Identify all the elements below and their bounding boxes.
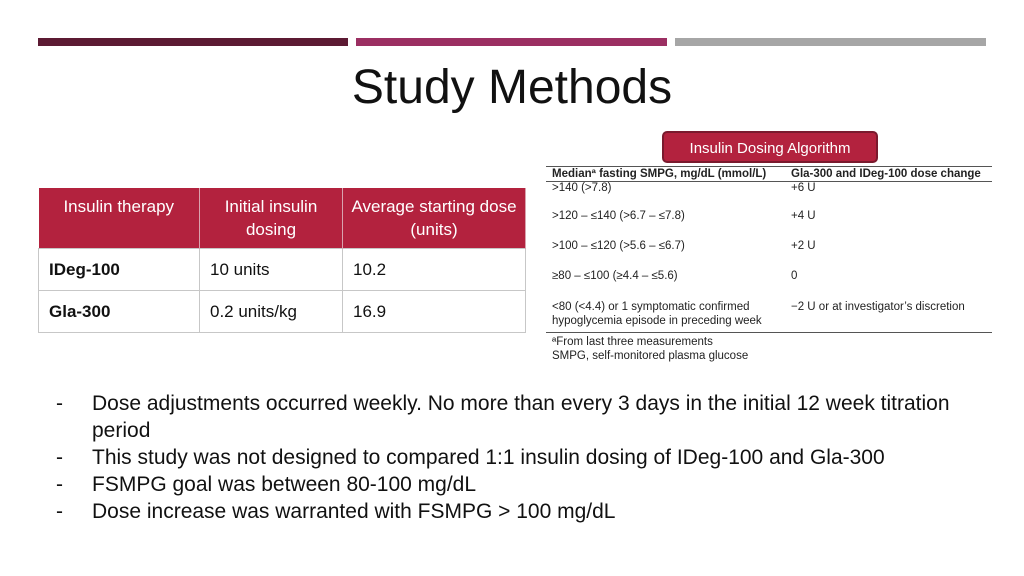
bullet-dash: - xyxy=(56,446,63,469)
bullet-dash: - xyxy=(56,473,63,496)
algorithm-row xyxy=(546,240,992,270)
table-cell: 10 units xyxy=(200,249,343,291)
list-item-text: FSMPG goal was between 80-100 mg/dL xyxy=(92,473,477,496)
accent-bar-magenta xyxy=(356,38,667,46)
insulin-therapy-table xyxy=(38,188,526,333)
algorithm-row xyxy=(546,270,992,300)
slide-title: Study Methods xyxy=(351,61,673,114)
algorithm-cell: >140 (>7.8) xyxy=(552,182,612,194)
table-header-row xyxy=(39,188,526,249)
list-item-text: Dose adjustments occurred weekly. No more than every 3 days in the initial 12 week titration period xyxy=(92,392,950,442)
bullet-list xyxy=(56,390,976,525)
algorithm-cell: 0 xyxy=(791,270,798,282)
algorithm-row xyxy=(546,300,992,332)
list-item xyxy=(56,471,976,498)
algorithm-cell: >100 – ≤120 (>5.6 – ≤6.7) xyxy=(552,240,685,252)
table-cell: 16.9 xyxy=(343,291,526,333)
bullet-dash: - xyxy=(56,500,63,523)
dosing-algorithm-table xyxy=(546,166,992,363)
table-cell: 0.2 units/kg xyxy=(200,291,343,333)
algorithm-cell: >120 – ≤140 (>6.7 – ≤7.8) xyxy=(552,210,685,222)
list-item-text: Dose increase was warranted with FSMPG > 100 mg/dL xyxy=(92,500,616,523)
algorithm-cell: −2 U or at investigator’s discretion xyxy=(791,301,965,313)
table-cell: 10.2 xyxy=(343,249,526,291)
list-item xyxy=(56,390,976,444)
algorithm-cell: <80 (<4.4) or 1 symptomatic confirmed hypoglycemia episode in preceding week xyxy=(552,301,762,327)
algorithm-cell: +2 U xyxy=(791,240,816,252)
algorithm-cell: ≥80 – ≤100 (≥4.4 – ≤5.6) xyxy=(552,270,678,282)
accent-bar-gray xyxy=(675,38,986,46)
table-row xyxy=(39,291,526,333)
table-cell: IDeg-100 xyxy=(39,249,200,291)
table-header: Average starting dose (units) xyxy=(343,188,526,249)
table-cell: Gla-300 xyxy=(39,291,200,333)
insulin-dosing-algorithm-label: Insulin Dosing Algorithm xyxy=(662,131,878,163)
algorithm-header-row xyxy=(546,166,992,182)
algorithm-row xyxy=(546,210,992,240)
table-row xyxy=(39,249,526,291)
list-item xyxy=(56,444,976,471)
accent-bar-dark xyxy=(38,38,348,46)
bullet-dash: - xyxy=(56,392,63,415)
list-item-text: This study was not designed to compared 1:1 insulin dosing of IDeg-100 and Gla-300 xyxy=(92,446,885,469)
list-item xyxy=(56,498,976,525)
algorithm-cell: +6 U xyxy=(791,182,816,194)
algorithm-footnote: SMPG, self-monitored plasma glucose xyxy=(552,350,749,362)
table-header: Insulin therapy xyxy=(39,188,200,249)
table-header: Initial insulin dosing xyxy=(200,188,343,249)
algorithm-cell: +4 U xyxy=(791,210,816,222)
algorithm-footnote: ªFrom last three measurements xyxy=(552,336,713,348)
algorithm-header: Medianª fasting SMPG, mg/dL (mmol/L) xyxy=(552,168,767,180)
algorithm-row xyxy=(546,182,992,210)
algorithm-header: Gla-300 and IDeg-100 dose change xyxy=(791,168,981,180)
